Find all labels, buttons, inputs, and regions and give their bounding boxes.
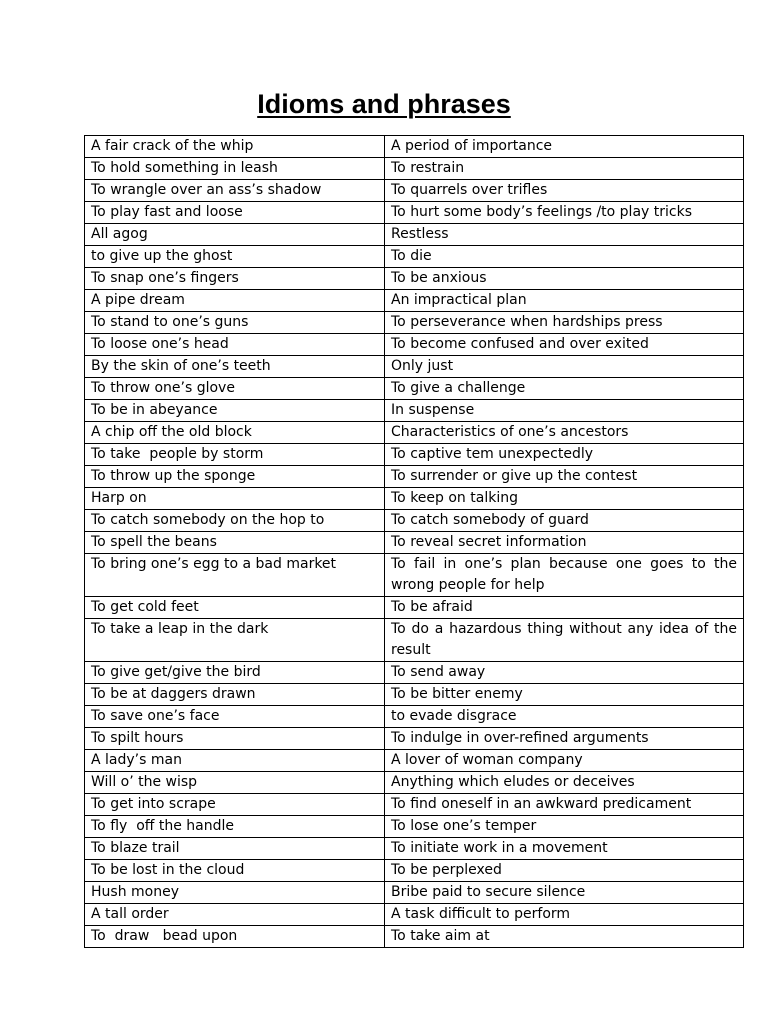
- idiom-cell: Will o’ the wisp: [85, 772, 385, 794]
- idiom-cell: To get into scrape: [85, 794, 385, 816]
- meaning-cell: An impractical plan: [385, 290, 744, 312]
- meaning-cell: To be perplexed: [385, 860, 744, 882]
- meaning-cell: To surrender or give up the contest: [385, 466, 744, 488]
- table-row: [85, 750, 744, 772]
- table-row: [85, 662, 744, 684]
- table-row: [85, 684, 744, 706]
- table-row: [85, 136, 744, 158]
- meaning-cell: To find oneself in an awkward predicament: [385, 794, 744, 816]
- table-row: [85, 488, 744, 510]
- idiom-cell: To play fast and loose: [85, 202, 385, 224]
- table-row: [85, 422, 744, 444]
- idiom-cell: A pipe dream: [85, 290, 385, 312]
- idiom-cell: To hold something in leash: [85, 158, 385, 180]
- idiom-cell: To be at daggers drawn: [85, 684, 385, 706]
- table-row: [85, 466, 744, 488]
- meaning-cell: To do a hazardous thing without any idea of the result: [385, 619, 744, 662]
- meaning-cell: To initiate work in a movement: [385, 838, 744, 860]
- meaning-cell: A task difficult to perform: [385, 904, 744, 926]
- idiom-cell: To blaze trail: [85, 838, 385, 860]
- table-row: [85, 728, 744, 750]
- idioms-table-body: [85, 136, 744, 948]
- idiom-cell: To take people by storm: [85, 444, 385, 466]
- idiom-cell: To spilt hours: [85, 728, 385, 750]
- table-row: [85, 706, 744, 728]
- meaning-cell: To hurt some body’s feelings /to play tricks: [385, 202, 744, 224]
- meaning-cell: Restless: [385, 224, 744, 246]
- meaning-cell: To become confused and over exited: [385, 334, 744, 356]
- meaning-cell: To indulge in over-refined arguments: [385, 728, 744, 750]
- table-row: [85, 444, 744, 466]
- table-row: [85, 597, 744, 619]
- meaning-cell: To fail in one’s plan because one goes to the wrong people for help: [385, 554, 744, 597]
- table-row: [85, 180, 744, 202]
- table-row: [85, 246, 744, 268]
- meaning-cell: A lover of woman company: [385, 750, 744, 772]
- meaning-cell: To die: [385, 246, 744, 268]
- table-row: [85, 772, 744, 794]
- meaning-cell: To lose one’s temper: [385, 816, 744, 838]
- table-row: [85, 334, 744, 356]
- table-row: [85, 224, 744, 246]
- table-row: [85, 860, 744, 882]
- meaning-cell: To perseverance when hardships press: [385, 312, 744, 334]
- idiom-cell: Harp on: [85, 488, 385, 510]
- page-title: Idioms and phrases: [257, 89, 511, 119]
- table-row: [85, 268, 744, 290]
- idioms-table: [84, 135, 744, 948]
- table-row: [85, 554, 744, 597]
- idiom-cell: To bring one’s egg to a bad market: [85, 554, 385, 597]
- table-row: [85, 794, 744, 816]
- idiom-cell: A chip off the old block: [85, 422, 385, 444]
- meaning-cell: Only just: [385, 356, 744, 378]
- meaning-cell: To send away: [385, 662, 744, 684]
- idiom-cell: To loose one’s head: [85, 334, 385, 356]
- table-row: [85, 290, 744, 312]
- idiom-cell: to give up the ghost: [85, 246, 385, 268]
- idiom-cell: To get cold feet: [85, 597, 385, 619]
- table-row: [85, 926, 744, 948]
- idiom-cell: To wrangle over an ass’s shadow: [85, 180, 385, 202]
- meaning-cell: A period of importance: [385, 136, 744, 158]
- table-row: [85, 619, 744, 662]
- idiom-cell: A lady’s man: [85, 750, 385, 772]
- idiom-cell: All agog: [85, 224, 385, 246]
- table-row: [85, 510, 744, 532]
- table-row: [85, 816, 744, 838]
- idiom-cell: To spell the beans: [85, 532, 385, 554]
- meaning-cell: to evade disgrace: [385, 706, 744, 728]
- meaning-cell: To quarrels over trifles: [385, 180, 744, 202]
- table-row: [85, 312, 744, 334]
- meaning-cell: Anything which eludes or deceives: [385, 772, 744, 794]
- table-row: [85, 882, 744, 904]
- table-row: [85, 532, 744, 554]
- meaning-cell: To take aim at: [385, 926, 744, 948]
- meaning-cell: Bribe paid to secure silence: [385, 882, 744, 904]
- table-row: [85, 838, 744, 860]
- meaning-cell: To give a challenge: [385, 378, 744, 400]
- meaning-cell: Characteristics of one’s ancestors: [385, 422, 744, 444]
- idiom-cell: To throw up the sponge: [85, 466, 385, 488]
- idiom-cell: To catch somebody on the hop to: [85, 510, 385, 532]
- table-row: [85, 378, 744, 400]
- idiom-cell: To snap one’s fingers: [85, 268, 385, 290]
- meaning-cell: To captive tem unexpectedly: [385, 444, 744, 466]
- idiom-cell: To save one’s face: [85, 706, 385, 728]
- idiom-cell: To be lost in the cloud: [85, 860, 385, 882]
- idiom-cell: Hush money: [85, 882, 385, 904]
- idiom-cell: To stand to one’s guns: [85, 312, 385, 334]
- idiom-cell: A fair crack of the whip: [85, 136, 385, 158]
- table-row: [85, 202, 744, 224]
- table-row: [85, 158, 744, 180]
- idiom-cell: To throw one’s glove: [85, 378, 385, 400]
- idiom-cell: To give get/give the bird: [85, 662, 385, 684]
- idiom-cell: To take a leap in the dark: [85, 619, 385, 662]
- idiom-cell: A tall order: [85, 904, 385, 926]
- meaning-cell: In suspense: [385, 400, 744, 422]
- meaning-cell: To restrain: [385, 158, 744, 180]
- meaning-cell: To catch somebody of guard: [385, 510, 744, 532]
- idiom-cell: To be in abeyance: [85, 400, 385, 422]
- meaning-cell: To reveal secret information: [385, 532, 744, 554]
- meaning-cell: To be anxious: [385, 268, 744, 290]
- meaning-cell: To keep on talking: [385, 488, 744, 510]
- idiom-cell: To draw bead upon: [85, 926, 385, 948]
- table-row: [85, 904, 744, 926]
- meaning-cell: To be afraid: [385, 597, 744, 619]
- table-row: [85, 356, 744, 378]
- table-row: [85, 400, 744, 422]
- idiom-cell: By the skin of one’s teeth: [85, 356, 385, 378]
- idiom-cell: To fly off the handle: [85, 816, 385, 838]
- meaning-cell: To be bitter enemy: [385, 684, 744, 706]
